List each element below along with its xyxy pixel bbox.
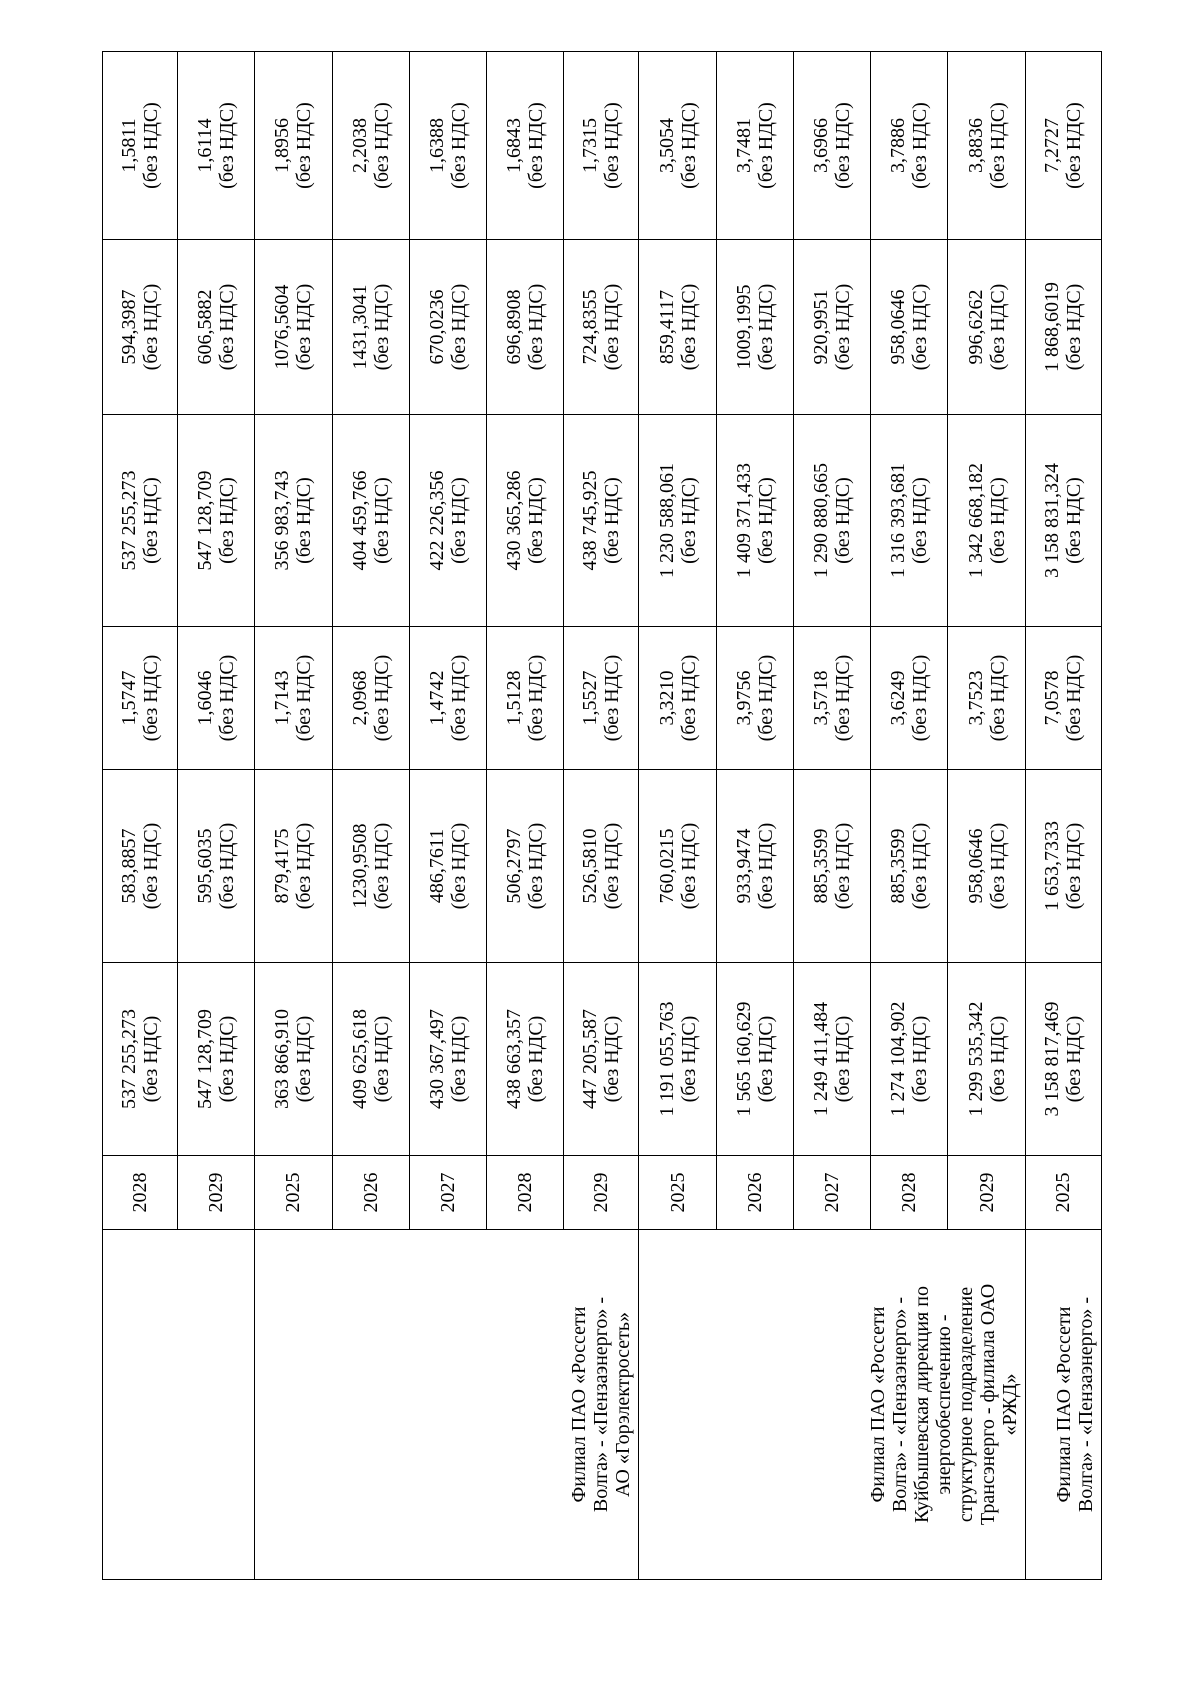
value-cell-c4 — [487, 415, 564, 627]
value-cell-c4 — [178, 415, 255, 627]
vat-note: (без НДС) — [909, 822, 932, 910]
value-cell-c2 — [871, 770, 948, 963]
organization-name-line: «РЖД» — [998, 1373, 1021, 1436]
cell-value: 506,2797 — [503, 828, 526, 904]
cell-value: 1,7143 — [271, 670, 294, 726]
year-cell — [793, 1156, 870, 1230]
year-value: 2025 — [666, 1172, 689, 1213]
value-cell-c4 — [793, 415, 870, 627]
value-cell-c6 — [948, 52, 1025, 240]
vat-note: (без НДС) — [525, 654, 548, 742]
cell-value: 3,7523 — [964, 670, 987, 726]
vat-note: (без НДС) — [601, 477, 624, 564]
vat-note: (без НДС) — [370, 654, 393, 742]
year-cell — [716, 1156, 793, 1230]
value-cell-c1 — [793, 963, 870, 1156]
value-cell-c5 — [716, 240, 793, 415]
value-cell-c5 — [409, 240, 486, 415]
cell-value: 7,2727 — [1041, 118, 1064, 173]
cell-value: 3,7886 — [887, 118, 910, 173]
value-cell-c1 — [1025, 963, 1101, 1156]
rotated-page — [102, 52, 1102, 1580]
vat-note: (без НДС) — [677, 1015, 700, 1103]
year-value: 2026 — [743, 1172, 766, 1213]
value-cell-c3 — [793, 627, 870, 770]
cell-value: 1431,3041 — [348, 284, 371, 370]
year-cell — [255, 1156, 332, 1230]
cell-value: 404 459,766 — [348, 470, 371, 571]
value-cell-c3 — [639, 627, 716, 770]
vat-note: (без НДС) — [832, 283, 855, 371]
vat-note: (без НДС) — [140, 822, 163, 910]
value-cell-c3 — [255, 627, 332, 770]
cell-value: 409 625,618 — [348, 1009, 371, 1109]
vat-note: (без НДС) — [754, 102, 777, 189]
organization-cell — [639, 1230, 1025, 1580]
year-cell — [1025, 1156, 1101, 1230]
vat-note: (без НДС) — [216, 283, 239, 371]
value-cell-c2 — [793, 770, 870, 963]
vat-note: (без НДС) — [293, 654, 316, 742]
value-cell-c5 — [103, 240, 178, 415]
vat-note: (без НДС) — [525, 477, 548, 564]
vat-note: (без НДС) — [370, 283, 393, 371]
cell-value: 547 128,709 — [194, 1009, 217, 1109]
year-value: 2028 — [898, 1172, 921, 1213]
cell-value: 1,6046 — [194, 670, 217, 726]
vat-note: (без НДС) — [754, 654, 777, 742]
cell-value: 3,5718 — [810, 670, 833, 726]
vat-note: (без НДС) — [754, 822, 777, 910]
value-cell-c4 — [948, 415, 1025, 627]
vat-note: (без НДС) — [754, 283, 777, 371]
year-value: 2029 — [590, 1172, 613, 1213]
value-cell-c6 — [639, 52, 716, 240]
cell-value: 583,8857 — [118, 828, 141, 904]
value-cell-c6 — [564, 52, 639, 240]
cell-value: 996,6262 — [964, 289, 987, 365]
year-cell — [178, 1156, 255, 1230]
cell-value: 1 230 588,061 — [655, 463, 678, 578]
vat-note: (без НДС) — [677, 654, 700, 742]
cell-value: 724,8355 — [579, 289, 602, 365]
cell-value: 547 128,709 — [194, 470, 217, 571]
value-cell-c3 — [178, 627, 255, 770]
cell-value: 606,5882 — [194, 289, 217, 365]
vat-note: (без НДС) — [832, 654, 855, 742]
year-value: 2028 — [129, 1172, 152, 1213]
value-cell-c2 — [1025, 770, 1101, 963]
year-cell — [487, 1156, 564, 1230]
value-cell-c6 — [332, 52, 409, 240]
vat-note: (без НДС) — [525, 283, 548, 371]
value-cell-c2 — [409, 770, 486, 963]
vat-note: (без НДС) — [986, 102, 1009, 189]
value-cell-c1 — [871, 963, 948, 1156]
vat-note: (без НДС) — [293, 102, 316, 189]
vat-note: (без НДС) — [677, 477, 700, 564]
cell-value: 885,3599 — [810, 828, 833, 904]
cell-value: 422 226,356 — [425, 470, 448, 571]
cell-value: 760,0215 — [655, 828, 678, 904]
value-cell-c5 — [564, 240, 639, 415]
value-cell-c3 — [103, 627, 178, 770]
cell-value: 1 316 393,681 — [887, 463, 910, 578]
organization-name-line: структурное подразделение — [954, 1286, 977, 1523]
table-row — [255, 52, 332, 1580]
cell-value: 1009,1995 — [732, 284, 755, 370]
vat-note: (без НДС) — [140, 654, 163, 742]
cell-value: 1,6114 — [194, 118, 217, 173]
vat-note: (без НДС) — [601, 283, 624, 371]
vat-note: (без НДС) — [754, 477, 777, 564]
cell-value: 1 409 371,433 — [732, 463, 755, 578]
value-cell-c4 — [1025, 415, 1101, 627]
vat-note: (без НДС) — [601, 822, 624, 910]
vat-note: (без НДС) — [216, 1015, 239, 1103]
value-cell-c3 — [948, 627, 1025, 770]
vat-note: (без НДС) — [447, 283, 470, 371]
cell-value: 1 290 880,665 — [810, 463, 833, 578]
vat-note: (без НДС) — [525, 1015, 548, 1103]
value-cell-c4 — [716, 415, 793, 627]
cell-value: 3,6249 — [887, 670, 910, 726]
vat-note: (без НДС) — [986, 283, 1009, 371]
vat-note: (без НДС) — [447, 102, 470, 189]
vat-note: (без НДС) — [216, 822, 239, 910]
organization-name-line: Трансэнерго - филиала ОАО — [976, 1283, 999, 1526]
cell-value: 430 365,286 — [503, 470, 526, 571]
value-cell-c1 — [639, 963, 716, 1156]
value-cell-c6 — [178, 52, 255, 240]
cell-value: 859,4117 — [655, 289, 678, 365]
cell-value: 2,2038 — [348, 118, 371, 173]
cell-value: 933,9474 — [732, 828, 755, 904]
vat-note: (без НДС) — [832, 1015, 855, 1103]
cell-value: 1,6843 — [503, 118, 526, 173]
value-cell-c1 — [409, 963, 486, 1156]
value-cell-c6 — [255, 52, 332, 240]
value-cell-c4 — [332, 415, 409, 627]
value-cell-c5 — [487, 240, 564, 415]
organization-name-line: Филиал ПАО «Россети — [1053, 1306, 1075, 1503]
value-cell-c2 — [716, 770, 793, 963]
cell-value: 3 158 817,469 — [1041, 1001, 1064, 1117]
vat-note: (без НДС) — [986, 654, 1009, 742]
year-value: 2029 — [975, 1172, 998, 1213]
year-cell — [332, 1156, 409, 1230]
organization-name-line: Волга» - «Пензаэнерго» - — [888, 1296, 911, 1513]
year-cell — [564, 1156, 639, 1230]
value-cell-c2 — [332, 770, 409, 963]
cell-value: 3,6966 — [810, 118, 833, 173]
cell-value: 1076,5604 — [271, 284, 294, 370]
cell-value: 1 249 411,484 — [810, 1001, 833, 1117]
table-row — [639, 52, 716, 1580]
cell-value: 356 983,743 — [271, 470, 294, 571]
cell-value: 447 205,587 — [579, 1009, 602, 1109]
value-cell-c5 — [332, 240, 409, 415]
year-cell — [409, 1156, 486, 1230]
year-value: 2027 — [821, 1172, 844, 1213]
vat-note: (без НДС) — [601, 102, 624, 189]
vat-note: (без НДС) — [140, 102, 163, 189]
value-cell-c1 — [332, 963, 409, 1156]
vat-note: (без НДС) — [909, 102, 932, 189]
cell-value: 1,5128 — [503, 670, 526, 726]
cell-value: 3,7481 — [732, 118, 755, 173]
vat-note: (без НДС) — [1063, 102, 1086, 189]
value-cell-c4 — [255, 415, 332, 627]
cell-value: 595,6035 — [194, 828, 217, 904]
value-cell-c5 — [1025, 240, 1101, 415]
vat-note: (без НДС) — [370, 477, 393, 564]
vat-note: (без НДС) — [370, 1015, 393, 1103]
organization-cell — [255, 1230, 639, 1580]
organization-name-line: Волга» - «Пензаэнерго» - — [1075, 1296, 1097, 1513]
cell-value: 879,4175 — [271, 828, 294, 904]
organization-cell — [103, 1230, 255, 1580]
value-cell-c4 — [639, 415, 716, 627]
cell-value: 3,8836 — [964, 118, 987, 173]
cell-value: 1 299 535,342 — [964, 1001, 987, 1117]
tariff-table — [102, 51, 1102, 1580]
vat-note: (без НДС) — [447, 822, 470, 910]
vat-note: (без НДС) — [525, 102, 548, 189]
cell-value: 1 565 160,629 — [732, 1001, 755, 1117]
cell-value: 1230,9508 — [348, 823, 371, 909]
vat-note: (без НДС) — [216, 654, 239, 742]
value-cell-c3 — [1025, 627, 1101, 770]
vat-note: (без НДС) — [216, 102, 239, 189]
cell-value: 958,0646 — [964, 828, 987, 904]
cell-value: 1,4742 — [425, 670, 448, 726]
year-cell — [639, 1156, 716, 1230]
cell-value: 537 255,273 — [118, 1009, 141, 1109]
value-cell-c2 — [487, 770, 564, 963]
vat-note: (без НДС) — [909, 1015, 932, 1103]
value-cell-c4 — [409, 415, 486, 627]
value-cell-c1 — [487, 963, 564, 1156]
value-cell-c5 — [871, 240, 948, 415]
year-cell — [871, 1156, 948, 1230]
value-cell-c6 — [871, 52, 948, 240]
vat-note: (без НДС) — [754, 1015, 777, 1103]
value-cell-c3 — [409, 627, 486, 770]
cell-value: 1,5527 — [579, 670, 602, 726]
vat-note: (без НДС) — [832, 822, 855, 910]
cell-value: 363 866,910 — [271, 1009, 294, 1109]
vat-note: (без НДС) — [909, 654, 932, 742]
cell-value: 920,9951 — [810, 289, 833, 365]
value-cell-c3 — [716, 627, 793, 770]
cell-value: 1,8956 — [271, 118, 294, 173]
vat-note: (без НДС) — [677, 822, 700, 910]
vat-note: (без НДС) — [293, 477, 316, 564]
cell-value: 1,5747 — [118, 670, 141, 726]
cell-value: 430 367,497 — [425, 1009, 448, 1109]
value-cell-c1 — [564, 963, 639, 1156]
value-cell-c5 — [178, 240, 255, 415]
cell-value: 3 158 831,324 — [1041, 463, 1064, 578]
value-cell-c4 — [564, 415, 639, 627]
organization-name-line: АО «Горэлектросеть» — [612, 1311, 635, 1498]
value-cell-c6 — [716, 52, 793, 240]
cell-value: 696,8908 — [503, 289, 526, 365]
value-cell-c6 — [409, 52, 486, 240]
vat-note: (без НДС) — [140, 283, 163, 371]
vat-note: (без НДС) — [986, 1015, 1009, 1103]
cell-value: 1 274 104,902 — [887, 1001, 910, 1117]
value-cell-c2 — [639, 770, 716, 963]
year-value: 2028 — [514, 1172, 537, 1213]
vat-note: (без НДС) — [370, 102, 393, 189]
vat-note: (без НДС) — [1063, 654, 1086, 742]
vat-note: (без НДС) — [832, 477, 855, 564]
cell-value: 3,5054 — [655, 118, 678, 173]
cell-value: 438 663,357 — [503, 1009, 526, 1109]
value-cell-c4 — [871, 415, 948, 627]
vat-note: (без НДС) — [447, 1015, 470, 1103]
vat-note: (без НДС) — [216, 477, 239, 564]
value-cell-c3 — [564, 627, 639, 770]
cell-value: 1 653,7333 — [1041, 821, 1064, 911]
year-value: 2027 — [436, 1172, 459, 1213]
value-cell-c5 — [255, 240, 332, 415]
value-cell-c2 — [103, 770, 178, 963]
value-cell-c4 — [103, 415, 178, 627]
vat-note: (без НДС) — [909, 283, 932, 371]
table-body — [103, 52, 1102, 1580]
vat-note: (без НДС) — [293, 1015, 316, 1103]
cell-value: 1,6388 — [425, 118, 448, 173]
cell-value: 1 191 055,763 — [655, 1001, 678, 1117]
value-cell-c2 — [255, 770, 332, 963]
vat-note: (без НДС) — [986, 477, 1009, 564]
value-cell-c5 — [639, 240, 716, 415]
cell-value: 1 342 668,182 — [964, 463, 987, 578]
vat-note: (без НДС) — [447, 654, 470, 742]
cell-value: 885,3599 — [887, 828, 910, 904]
value-cell-c5 — [948, 240, 1025, 415]
year-value: 2026 — [359, 1172, 382, 1213]
value-cell-c3 — [487, 627, 564, 770]
value-cell-c6 — [103, 52, 178, 240]
vat-note: (без НДС) — [601, 654, 624, 742]
vat-note: (без НДС) — [447, 477, 470, 564]
vat-note: (без НДС) — [986, 822, 1009, 910]
value-cell-c3 — [871, 627, 948, 770]
year-cell — [103, 1156, 178, 1230]
value-cell-c2 — [564, 770, 639, 963]
vat-note: (без НДС) — [1063, 477, 1086, 564]
organization-name-line: Филиал ПАО «Россети — [866, 1306, 889, 1503]
table-row — [1025, 52, 1101, 1580]
value-cell-c1 — [716, 963, 793, 1156]
vat-note: (без НДС) — [601, 1015, 624, 1103]
value-cell-c5 — [793, 240, 870, 415]
organization-name-line: Филиал ПАО «Россети — [568, 1306, 591, 1503]
vat-note: (без НДС) — [909, 477, 932, 564]
vat-note: (без НДС) — [1063, 1015, 1086, 1103]
value-cell-c1 — [178, 963, 255, 1156]
value-cell-c6 — [1025, 52, 1101, 240]
vat-note: (без НДС) — [677, 102, 700, 189]
value-cell-c1 — [103, 963, 178, 1156]
value-cell-c1 — [255, 963, 332, 1156]
cell-value: 2,0968 — [348, 670, 371, 726]
vat-note: (без НДС) — [677, 283, 700, 371]
organization-cell — [1025, 1230, 1101, 1580]
cell-value: 537 255,273 — [118, 470, 141, 571]
cell-value: 3,3210 — [655, 670, 678, 726]
cell-value: 1 868,6019 — [1041, 282, 1064, 372]
vat-note: (без НДС) — [370, 822, 393, 910]
value-cell-c6 — [793, 52, 870, 240]
cell-value: 526,5810 — [579, 828, 602, 904]
cell-value: 958,0646 — [887, 289, 910, 365]
vat-note: (без НДС) — [832, 102, 855, 189]
organization-name-line: Волга» - «Пензаэнерго» - — [590, 1296, 613, 1513]
value-cell-c2 — [948, 770, 1025, 963]
year-value: 2029 — [205, 1172, 228, 1213]
vat-note: (без НДС) — [525, 822, 548, 910]
cell-value: 1,5811 — [118, 118, 141, 173]
vat-note: (без НДС) — [1063, 822, 1086, 910]
cell-value: 486,7611 — [425, 828, 448, 904]
vat-note: (без НДС) — [140, 477, 163, 564]
value-cell-c2 — [178, 770, 255, 963]
cell-value: 438 745,925 — [579, 470, 602, 571]
year-cell — [948, 1156, 1025, 1230]
organization-name-line: Куйбышевская дирекция по — [910, 1286, 933, 1523]
vat-note: (без НДС) — [293, 822, 316, 910]
value-cell-c1 — [948, 963, 1025, 1156]
cell-value: 670,0236 — [425, 289, 448, 365]
vat-note: (без НДС) — [1063, 283, 1086, 371]
cell-value: 594,3987 — [118, 289, 141, 365]
cell-value: 7,0578 — [1041, 670, 1064, 726]
year-value: 2025 — [282, 1172, 305, 1213]
cell-value: 1,7315 — [579, 118, 602, 173]
year-value: 2025 — [1052, 1172, 1075, 1213]
vat-note: (без НДС) — [140, 1015, 163, 1103]
organization-name-line: энергообеспечению - — [932, 1314, 955, 1495]
cell-value: 3,9756 — [732, 670, 755, 726]
vat-note: (без НДС) — [293, 283, 316, 371]
table-row — [103, 52, 178, 1580]
value-cell-c6 — [487, 52, 564, 240]
value-cell-c3 — [332, 627, 409, 770]
